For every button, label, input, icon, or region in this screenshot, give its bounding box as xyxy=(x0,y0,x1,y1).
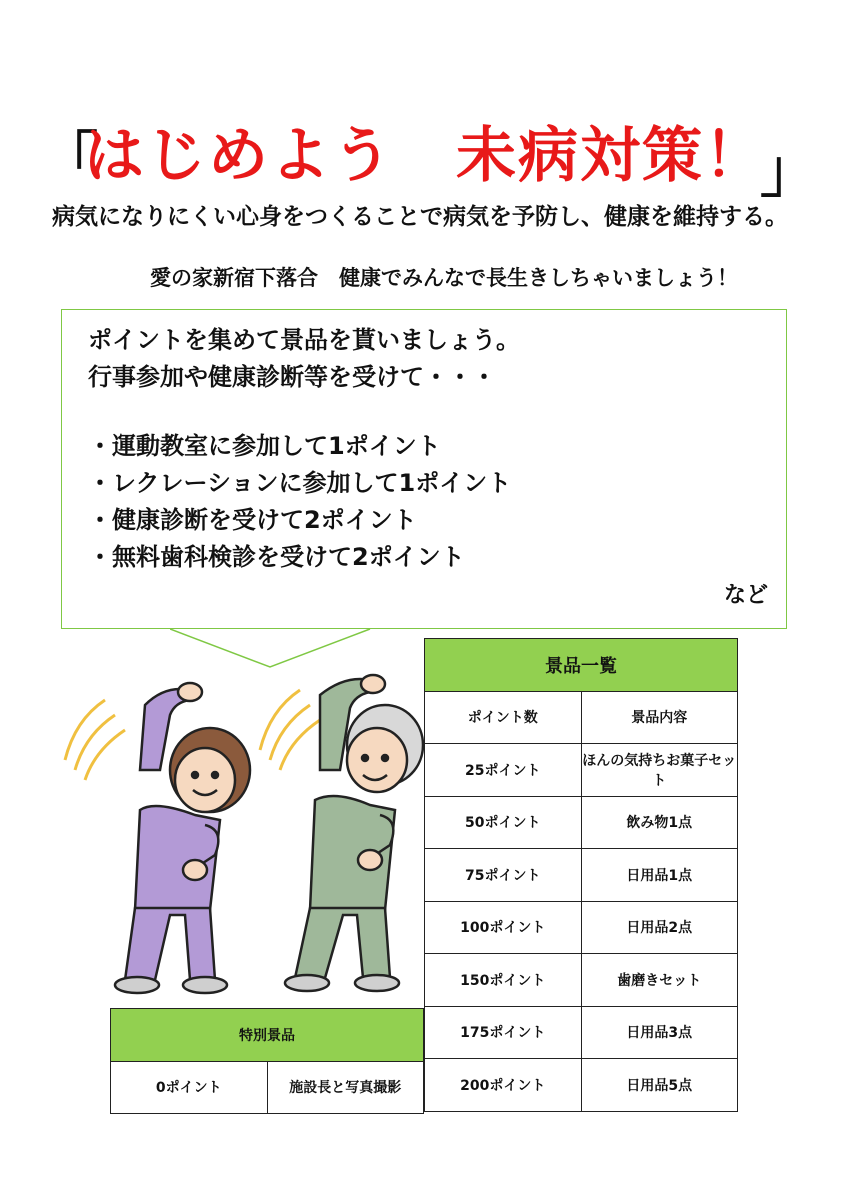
col-header-content: 景品内容 xyxy=(581,691,738,744)
close-bracket: 」 xyxy=(760,137,819,205)
etc-label: など xyxy=(724,583,769,608)
bullet-item: ・無料歯科検診を受けて2ポイント xyxy=(88,543,465,571)
table-row xyxy=(425,849,738,902)
page-title: はじめよう 未病対策！ xyxy=(84,121,766,191)
table-row xyxy=(425,901,738,954)
woman-figure xyxy=(115,683,250,993)
slogan: 愛の家新宿下落合 健康でみんなで長生きしちゃいましょう！ xyxy=(150,266,738,290)
table-row xyxy=(425,744,738,797)
subtitle: 病気になりにくい心身をつくることで病気を予防し、健康を維持する。 xyxy=(52,204,788,230)
points-cell: 25ポイント xyxy=(425,744,582,797)
table-row xyxy=(425,1006,738,1059)
table-header-row xyxy=(425,691,738,744)
points-cell: 150ポイント xyxy=(425,954,582,1007)
table-row xyxy=(425,1059,738,1112)
points-cell: 0ポイント xyxy=(111,1061,268,1114)
content-cell: 施設長と写真撮影 xyxy=(267,1061,424,1114)
content-cell: 日用品2点 xyxy=(581,901,738,954)
bullet-item: ・健康診断を受けて2ポイント xyxy=(88,506,417,534)
special-prize-table xyxy=(110,1008,424,1114)
bullet-item: ・運動教室に参加して1ポイント xyxy=(88,432,441,460)
points-cell: 100ポイント xyxy=(425,901,582,954)
prize-table xyxy=(424,638,738,1112)
motion-lines-left xyxy=(65,700,125,780)
prize-table-title: 景品一覧 xyxy=(425,639,738,692)
points-cell: 50ポイント xyxy=(425,796,582,849)
bubble-line-1: ポイントを集めて景品を貰いましょう。 xyxy=(88,326,520,354)
table-row xyxy=(425,796,738,849)
table-row xyxy=(425,954,738,1007)
bubble-intro xyxy=(88,322,520,396)
motion-lines-right xyxy=(260,690,320,770)
points-cell: 200ポイント xyxy=(425,1059,582,1112)
bullet-list xyxy=(88,428,511,576)
open-bracket: 「 xyxy=(40,125,99,193)
content-cell: 日用品5点 xyxy=(581,1059,738,1112)
table-row xyxy=(111,1061,424,1114)
content-cell: 日用品3点 xyxy=(581,1006,738,1059)
bullet-item: ・レクレーションに参加して1ポイント xyxy=(88,469,512,497)
content-cell: 日用品1点 xyxy=(581,849,738,902)
bubble-line-2: 行事参加や健康診断等を受けて・・・ xyxy=(88,363,496,391)
col-header-points: ポイント数 xyxy=(425,691,582,744)
man-figure xyxy=(285,675,423,991)
content-cell: 歯磨きセット xyxy=(581,954,738,1007)
content-cell: ほんの気持ちお菓子セット xyxy=(581,744,738,797)
special-prize-title: 特別景品 xyxy=(111,1009,424,1062)
title-row xyxy=(40,108,820,205)
content-cell: 飲み物1点 xyxy=(581,796,738,849)
points-cell: 175ポイント xyxy=(425,1006,582,1059)
points-cell: 75ポイント xyxy=(425,849,582,902)
exercising-seniors-illustration xyxy=(45,640,425,1000)
